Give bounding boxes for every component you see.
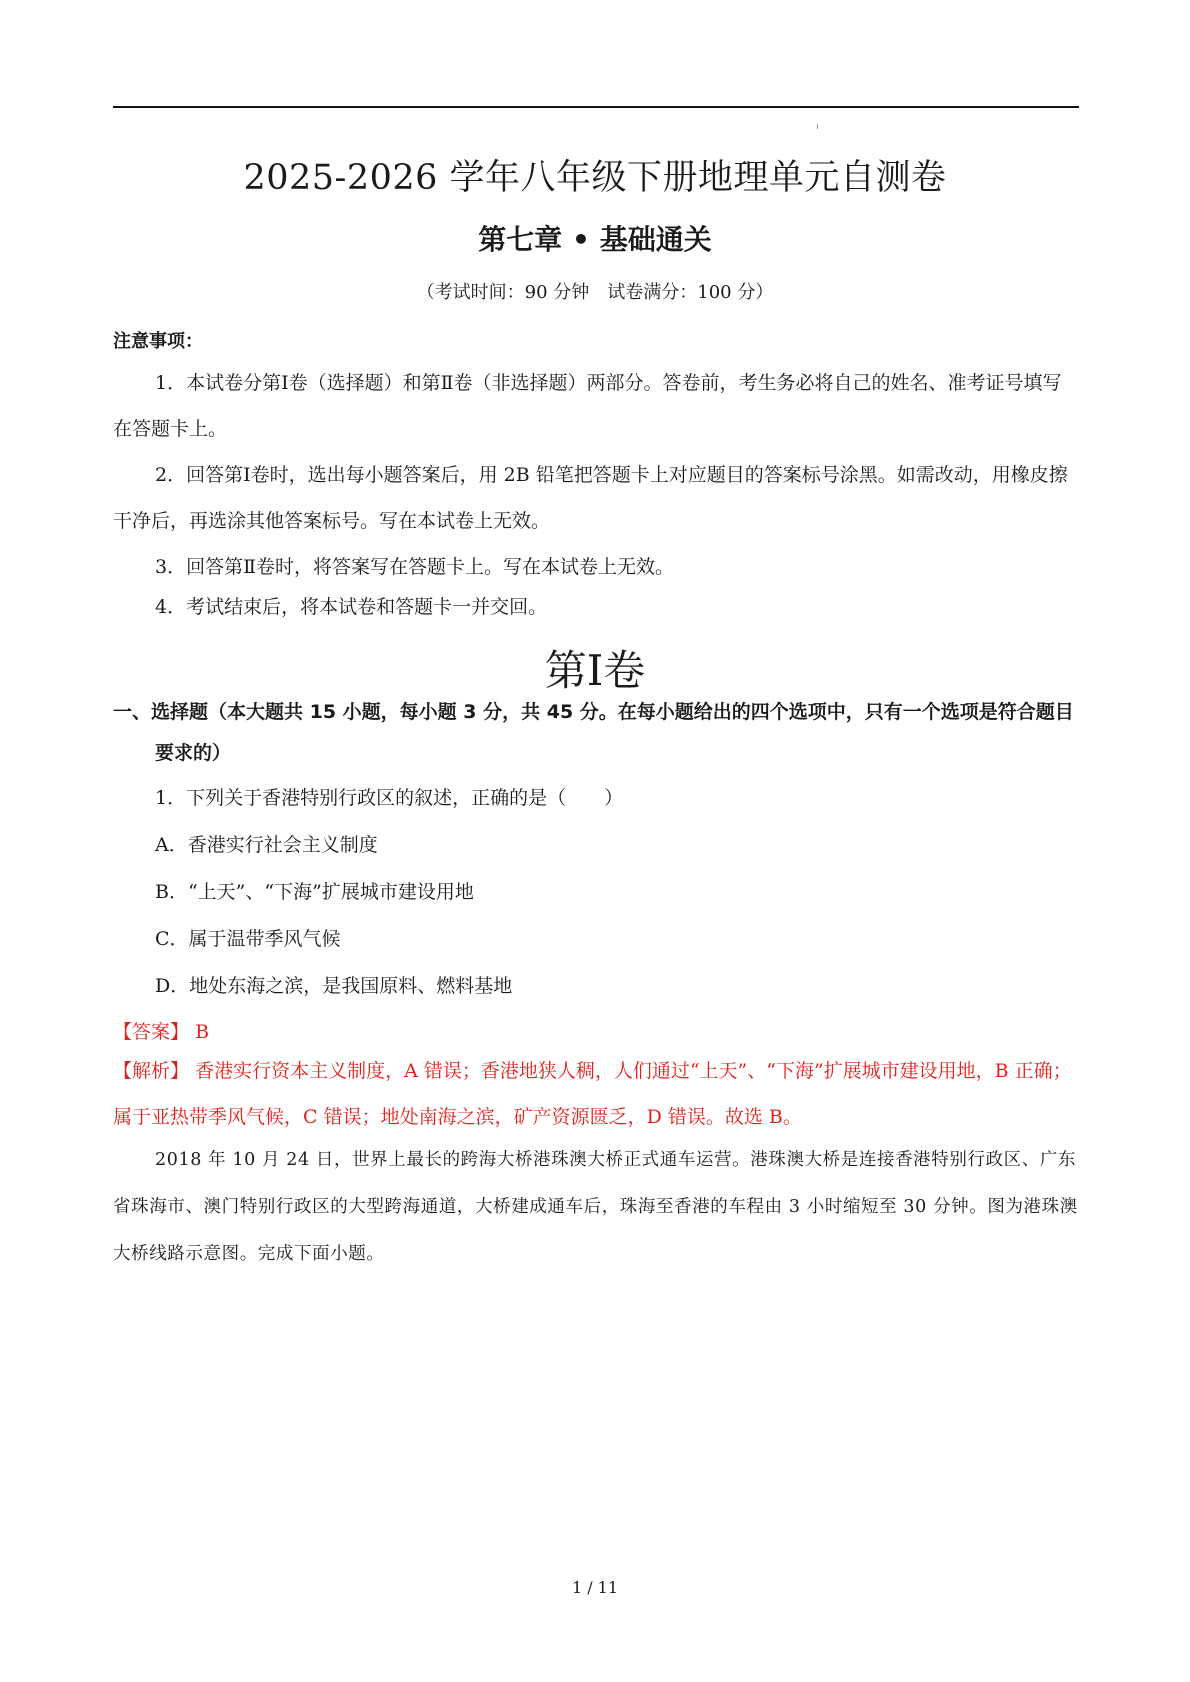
section-heading: 一、选择题（本大题共 15 小题，每小题 3 分，共 45 分。在每小题给出的四个选项中，只有一个选项是符合题目要求的） bbox=[113, 701, 1074, 764]
section-title: 第Ⅰ卷 bbox=[544, 646, 646, 695]
page-number: 1 / 11 bbox=[571, 1578, 619, 1597]
context-paragraph: 2018 年 10 月 24 日，世界上最长的跨海大桥港珠澳大桥正式通车运营。港珠澳大桥是连接香港特别行政区、广东省珠海市、澳门特别行政区的大型跨海通道，大桥建成通车后，珠海至香港的车程由 3 小时缩短至 30 分钟。图为港珠澳大桥线路示意图。完成下面小题。 bbox=[113, 1150, 1078, 1264]
notice-item-4: 4．考试结束后，将本试卷和答题卡一并交回。 bbox=[155, 596, 548, 618]
header-tick-mark bbox=[817, 124, 818, 129]
option-a: A．香港实行社会主义制度 bbox=[155, 834, 378, 856]
analysis-block bbox=[113, 1048, 1079, 1140]
question-stem: 1．下列关于香港特别行政区的叙述，正确的是（ ） bbox=[155, 787, 624, 809]
option-c: C．属于温带季风气候 bbox=[155, 928, 341, 950]
option-d: D．地处东海之滨，是我国原料、燃料基地 bbox=[155, 975, 513, 997]
analysis-label: 【解析】 bbox=[113, 1060, 190, 1082]
answer-value: B bbox=[195, 1021, 210, 1043]
option-b: B．“上天”、“下海”扩展城市建设用地 bbox=[155, 881, 474, 903]
notice-heading: 注意事项： bbox=[113, 331, 203, 352]
analysis-text: 香港实行资本主义制度，A 错误；香港地狭人稠，人们通过“上天”、“下海”扩展城市建设用地，B 正确；属于亚热带季风气候，C 错误；地处南海之滨，矿产资源匮乏，D 错误。故选 B。 bbox=[113, 1060, 1072, 1128]
document-subtitle: 第七章 • 基础通关 bbox=[478, 223, 712, 256]
notice-item-2: 2．回答第Ⅰ卷时，选出每小题答案后，用 2B 铅笔把答题卡上对应题目的答案标号涂黑。如需改动，用橡皮擦干净后，再选涂其他答案标号。写在本试卷上无效。 bbox=[113, 464, 1068, 532]
exam-info: （考试时间：90 分钟 试卷满分：100 分） bbox=[416, 282, 774, 303]
header-rule bbox=[113, 106, 1079, 108]
notice-item-3: 3．回答第Ⅱ卷时，将答案写在答题卡上。写在本试卷上无效。 bbox=[155, 556, 675, 578]
notice-item-1: 1．本试卷分第Ⅰ卷（选择题）和第Ⅱ卷（非选择题）两部分。答卷前，考生务必将自己的姓名、准考证号填写在答题卡上。 bbox=[113, 372, 1062, 440]
answer-line bbox=[113, 1017, 209, 1044]
answer-label: 【答案】 bbox=[113, 1021, 190, 1043]
document-title: 2025-2026 学年八年级下册地理单元自测卷 bbox=[243, 158, 947, 198]
